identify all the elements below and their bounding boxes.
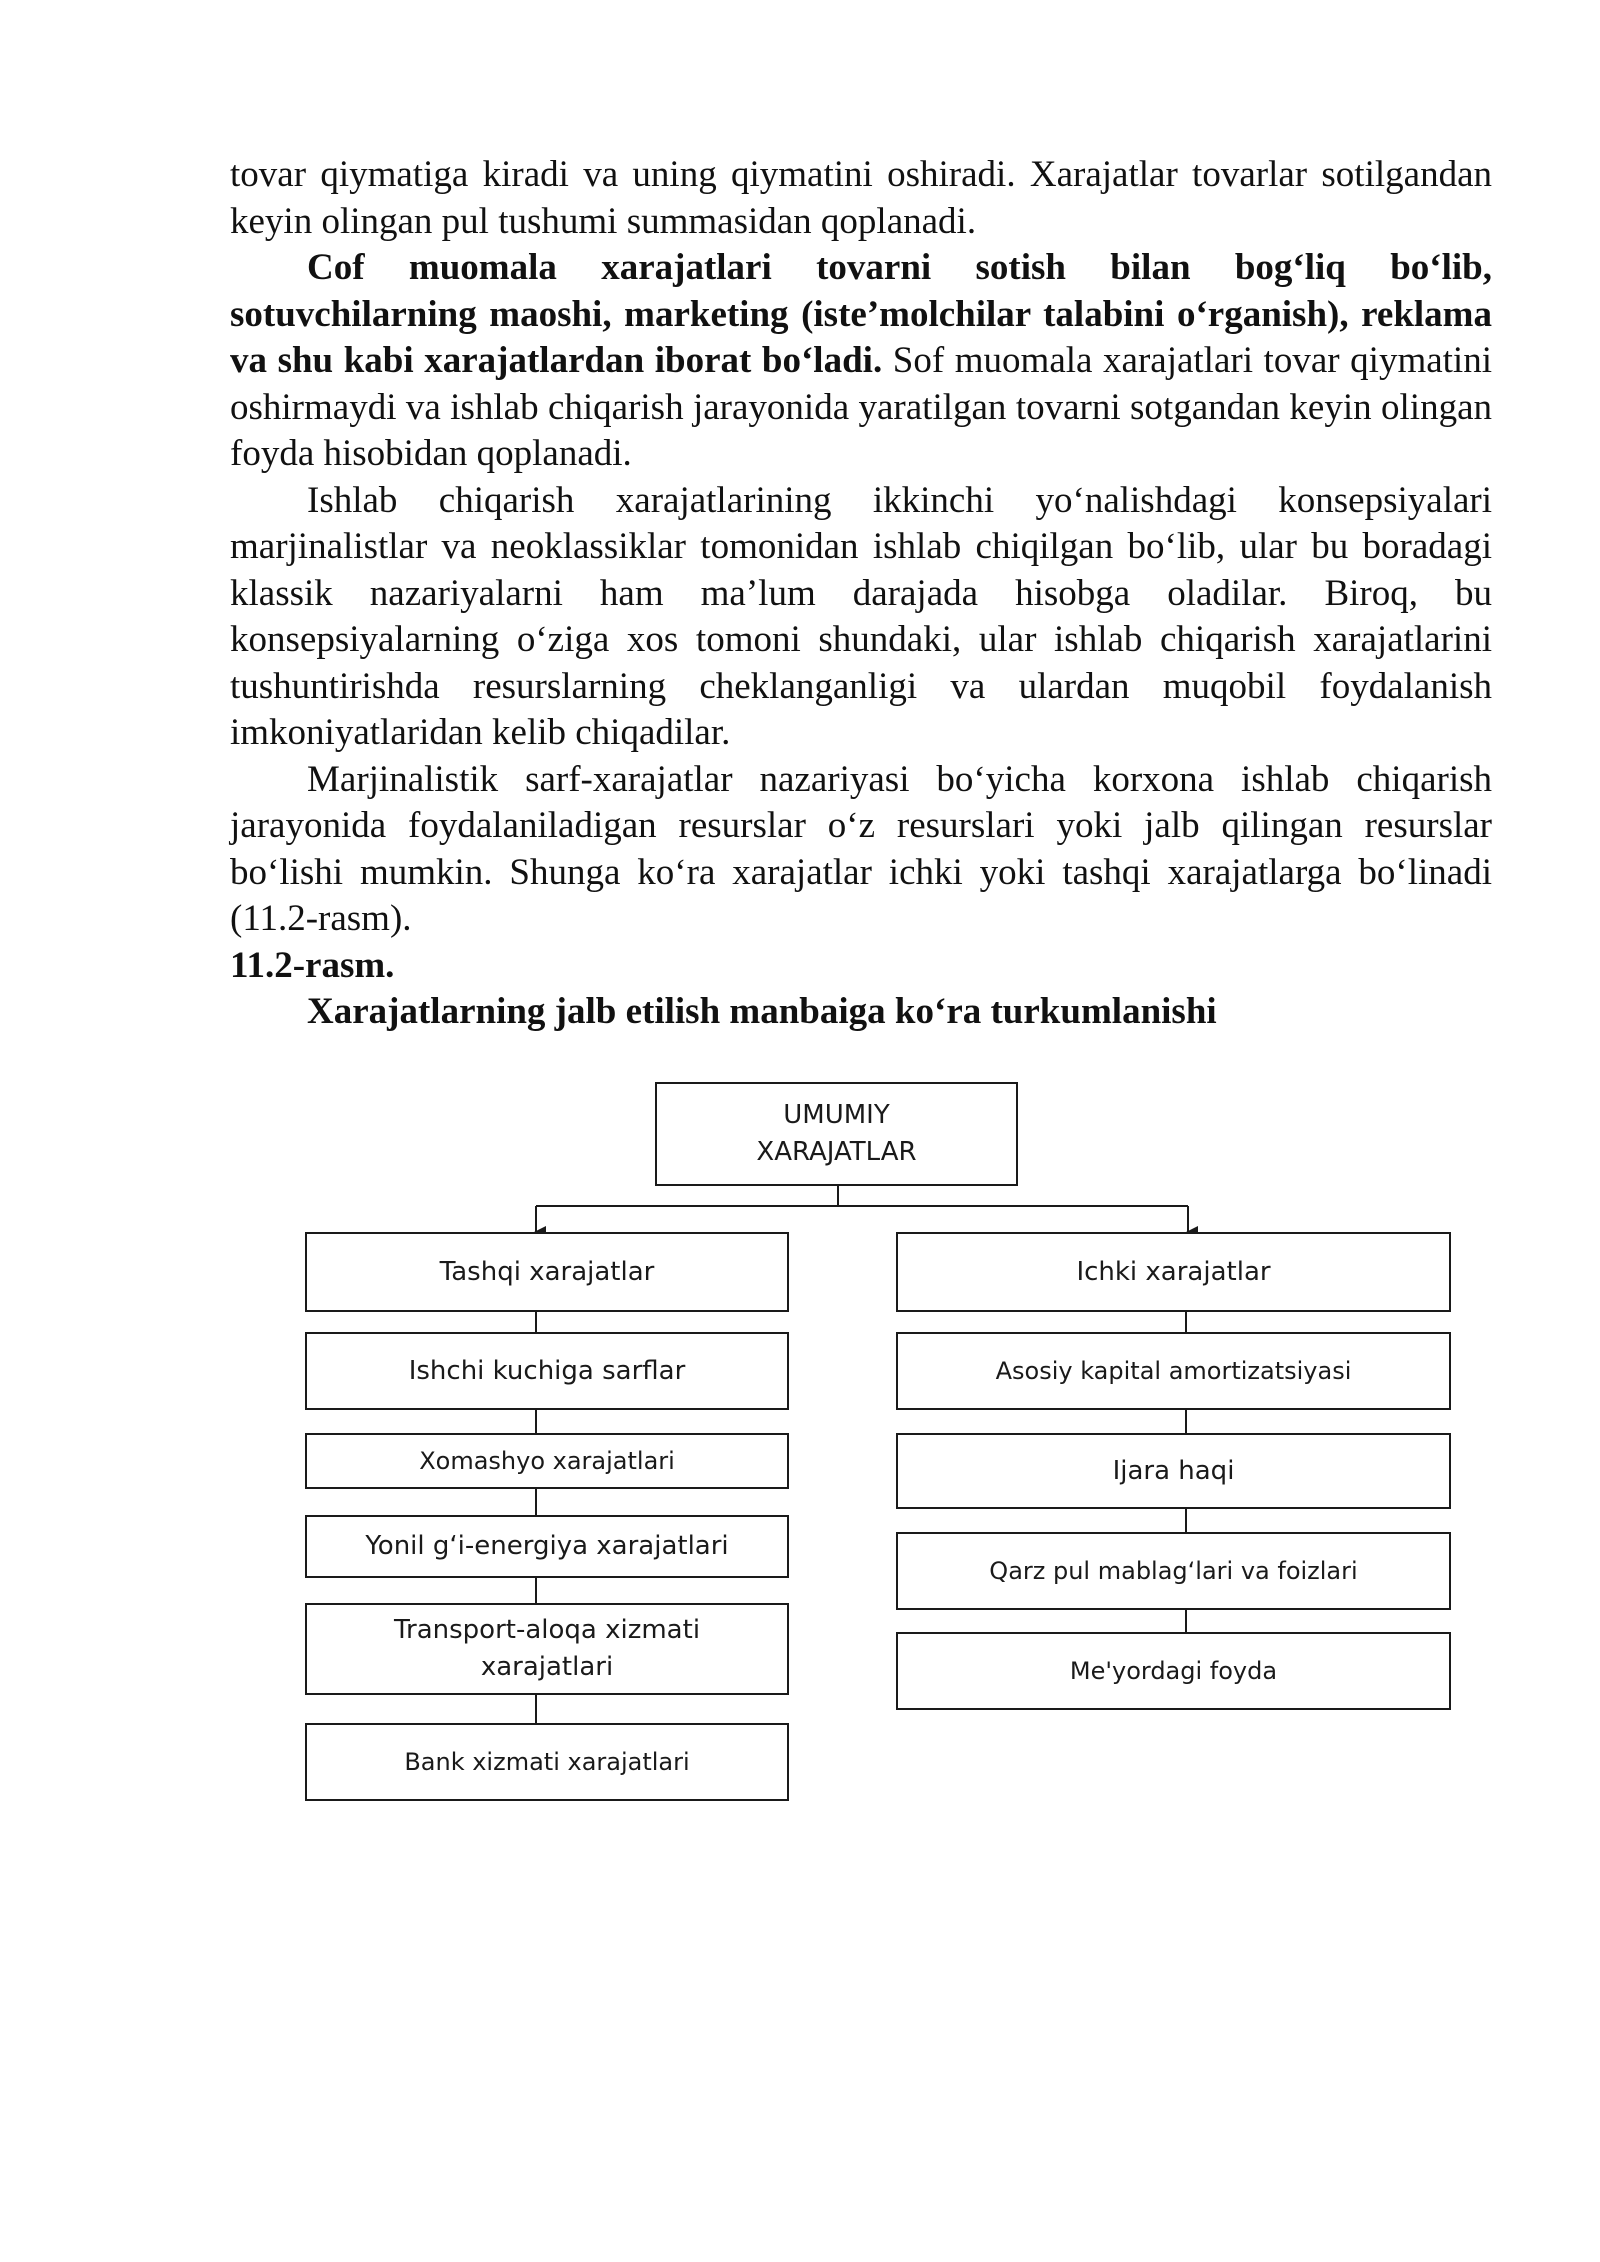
left-box-external-costs [305, 1232, 789, 1312]
left-box-label: Bank xizmati xarajatlari [404, 1747, 690, 1776]
right-box-label: Ijara haqi [1112, 1455, 1235, 1486]
right-box-label: Qarz pul mablag‘lari va foizlari [989, 1556, 1358, 1585]
right-box-internal-costs [896, 1232, 1451, 1312]
left-box-label: Ishchi kuchiga sarflar [408, 1355, 686, 1386]
left-box-label: Yonil g‘i-energiya xarajatlari [365, 1531, 729, 1561]
right-box-label: Me'yordagi foyda [1069, 1656, 1278, 1685]
right-box-rent [896, 1433, 1451, 1509]
right-box-capital-depreciation [896, 1332, 1451, 1410]
paragraph-1-text: tovar qiymatiga kiradi va uning qiymatini oshiradi. Xarajatlar tovarlar sotilgandan keyin olingan pul tushumi summasidan qoplanadi. [230, 154, 1492, 242]
right-box-loan-funds-interest [896, 1532, 1451, 1610]
right-box-label: Asosiy kapital amortizatsiyasi [995, 1356, 1352, 1385]
paragraph-2-bold-text: Cof muomala xarajatlari tovarni sotish bilan bog‘liq bo‘lib, sotuvchilarning maoshi, marketing (iste’molchilar talabini o‘rganish), reklama va shu kabi xarajatlardan iborat bo‘ladi. [230, 247, 1492, 381]
figure-title: Xarajatlarning jalb etilish manbaiga ko‘ra turkumlanishi [307, 991, 1217, 1032]
left-box-labor-costs [305, 1332, 789, 1410]
left-box-label: Xomashyo xarajatlari [419, 1446, 675, 1475]
left-box-transport-communication-costs [305, 1603, 789, 1695]
left-box-bank-service-costs [305, 1723, 789, 1801]
right-box-label: Ichki xarajatlar [1076, 1256, 1271, 1287]
left-box-fuel-energy-costs [305, 1515, 789, 1578]
left-box-raw-material-costs [305, 1433, 789, 1489]
paragraph-3-text: Ishlab chiqarish xarajatlarining ikkinchi yo‘nalishdagi konsepsiyalari marjinalistlar va neoklassiklar tomonidan ishlab chiqilgan bo‘lib, ular bu boradagi klassik nazariyalarni ham ma’lum darajada hisobga oladilar. Biroq, bu konsepsiyalarning o‘ziga xos tomoni shundaki, ular ishlab chiqarish xarajatlarini tushuntirishda resurslarning cheklanganligi va ulardan muqobil foydalanish imkoniyatlaridan kelib chiqadilar. [230, 479, 1492, 753]
root-box-label: UMUMIY XARAJATLAR [756, 1100, 917, 1167]
left-box-label: Tashqi xarajatlar [439, 1256, 655, 1287]
root-box-total-costs [655, 1082, 1018, 1186]
right-box-normal-profit [896, 1632, 1451, 1710]
paragraph-2-text: Sof muomala xarajatlari tovar qiymatini oshirmaydi va ishlab chiqarish jarayonida yaratilgan tovarni sotgandan keyin olingan foyda hisobidan qoplanadi. [230, 340, 1492, 474]
left-box-label: Transport-aloqa xizmati xarajatlari [393, 1615, 701, 1682]
paragraph-4-text: Marjinalistik sarf-xarajatlar nazariyasi bo‘yicha korxona ishlab chiqarish jarayonida foydalaniladigan resurslar o‘z resurslari yoki jalb qilingan resurslar bo‘lishi mumkin. Shunga ko‘ra xarajatlar ichki yoki tashqi xarajatlarga bo‘linadi (11.2-rasm). [230, 758, 1492, 939]
figure-number: 11.2-rasm. [230, 944, 395, 986]
